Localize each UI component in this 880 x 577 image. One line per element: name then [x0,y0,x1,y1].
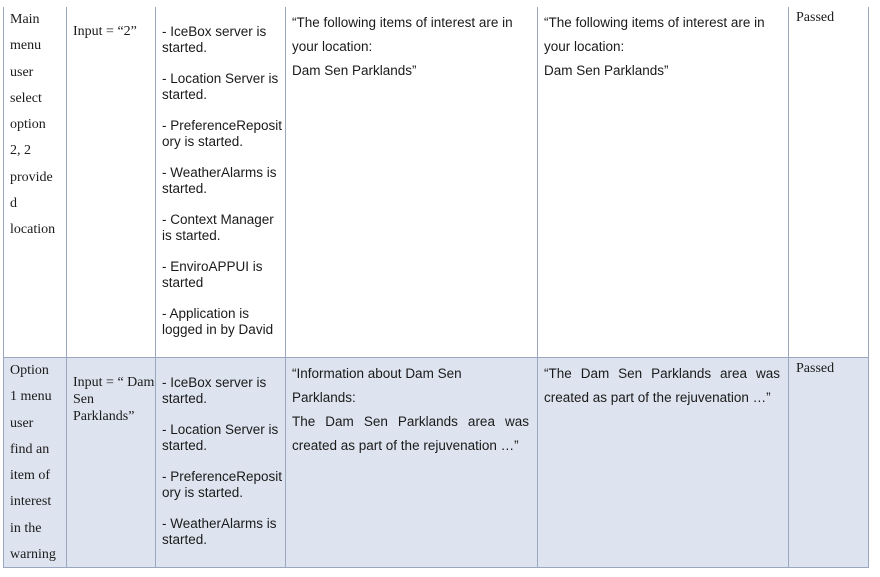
input-cell [67,358,156,568]
precondition-item: - Context Manager is started. [162,212,274,243]
input-text: Input = “2” [73,24,137,39]
scenario-cell [3,7,67,358]
scenario-word: interest [10,494,52,510]
expected-result-line: “The following items of interest are in your location: [292,15,513,54]
expected-result-line: Dam Sen Parklands” [292,63,417,78]
preconditions-cell [156,7,286,358]
actual-result-line: “The Dam Sen Parklands area was created as part of the rejuvenation …” [544,366,780,405]
table-row [3,358,869,568]
scenario-word: find an [10,441,50,457]
scenario-word: user [10,64,34,80]
precondition-item: - Location Server is started. [162,422,279,453]
input-text: Input = “ Dam Sen Parklands” [73,375,155,424]
expected-result-cell [286,7,538,358]
precondition-item: - WeatherAlarms is started. [162,516,277,547]
scenario-cell [3,358,67,568]
precondition-item: - IceBox server is started. [162,375,267,406]
expected-result-line: The Dam Sen Parklands area was created as part of the rejuvenation …” [292,414,529,453]
precondition-item: - Application is logged in by David [162,306,274,337]
table-bottom-border [3,567,869,568]
input-cell [67,7,156,358]
test-case-table [3,7,869,568]
scenario-word: location [10,222,56,238]
expected-result-cell [286,358,538,568]
status-cell [789,358,869,568]
actual-result-cell [538,358,789,568]
scenario-word: select [10,90,42,106]
scenario-word: 1 menu [10,389,52,405]
precondition-item: - IceBox server is started. [162,24,267,55]
actual-result-line: Dam Sen Parklands” [544,63,669,78]
scenario-word: d [10,196,17,212]
scenario-word: 2, 2 [10,143,31,159]
status-cell [789,7,869,358]
preconditions-cell [156,358,286,568]
scenario-word: warning [10,547,56,563]
row-divider [3,357,869,358]
precondition-item: - Location Server is started. [162,71,279,102]
precondition-item: - WeatherAlarms is started. [162,165,277,196]
scenario-word: item of [10,468,51,484]
scenario-word: user [10,415,34,431]
scenario-word: Main [10,12,40,27]
table-row [3,7,869,358]
precondition-item: - EnviroAPPUI is started [162,259,263,290]
precondition-item: - PreferenceRepository is started. [162,469,283,500]
scenario-word: Option [10,363,49,378]
actual-result-line: “The following items of interest are in your location: [544,15,765,54]
status-text: Passed [796,10,835,25]
expected-result-line: “Information about Dam Sen Parklands: [292,366,462,405]
precondition-item: - PreferenceRepository is started. [162,118,283,149]
actual-result-cell [538,7,789,358]
status-text: Passed [796,361,835,376]
scenario-word: provide [10,169,53,185]
scenario-word: menu [10,38,42,54]
scenario-word: in the [10,520,42,536]
scenario-word: option [10,117,46,133]
